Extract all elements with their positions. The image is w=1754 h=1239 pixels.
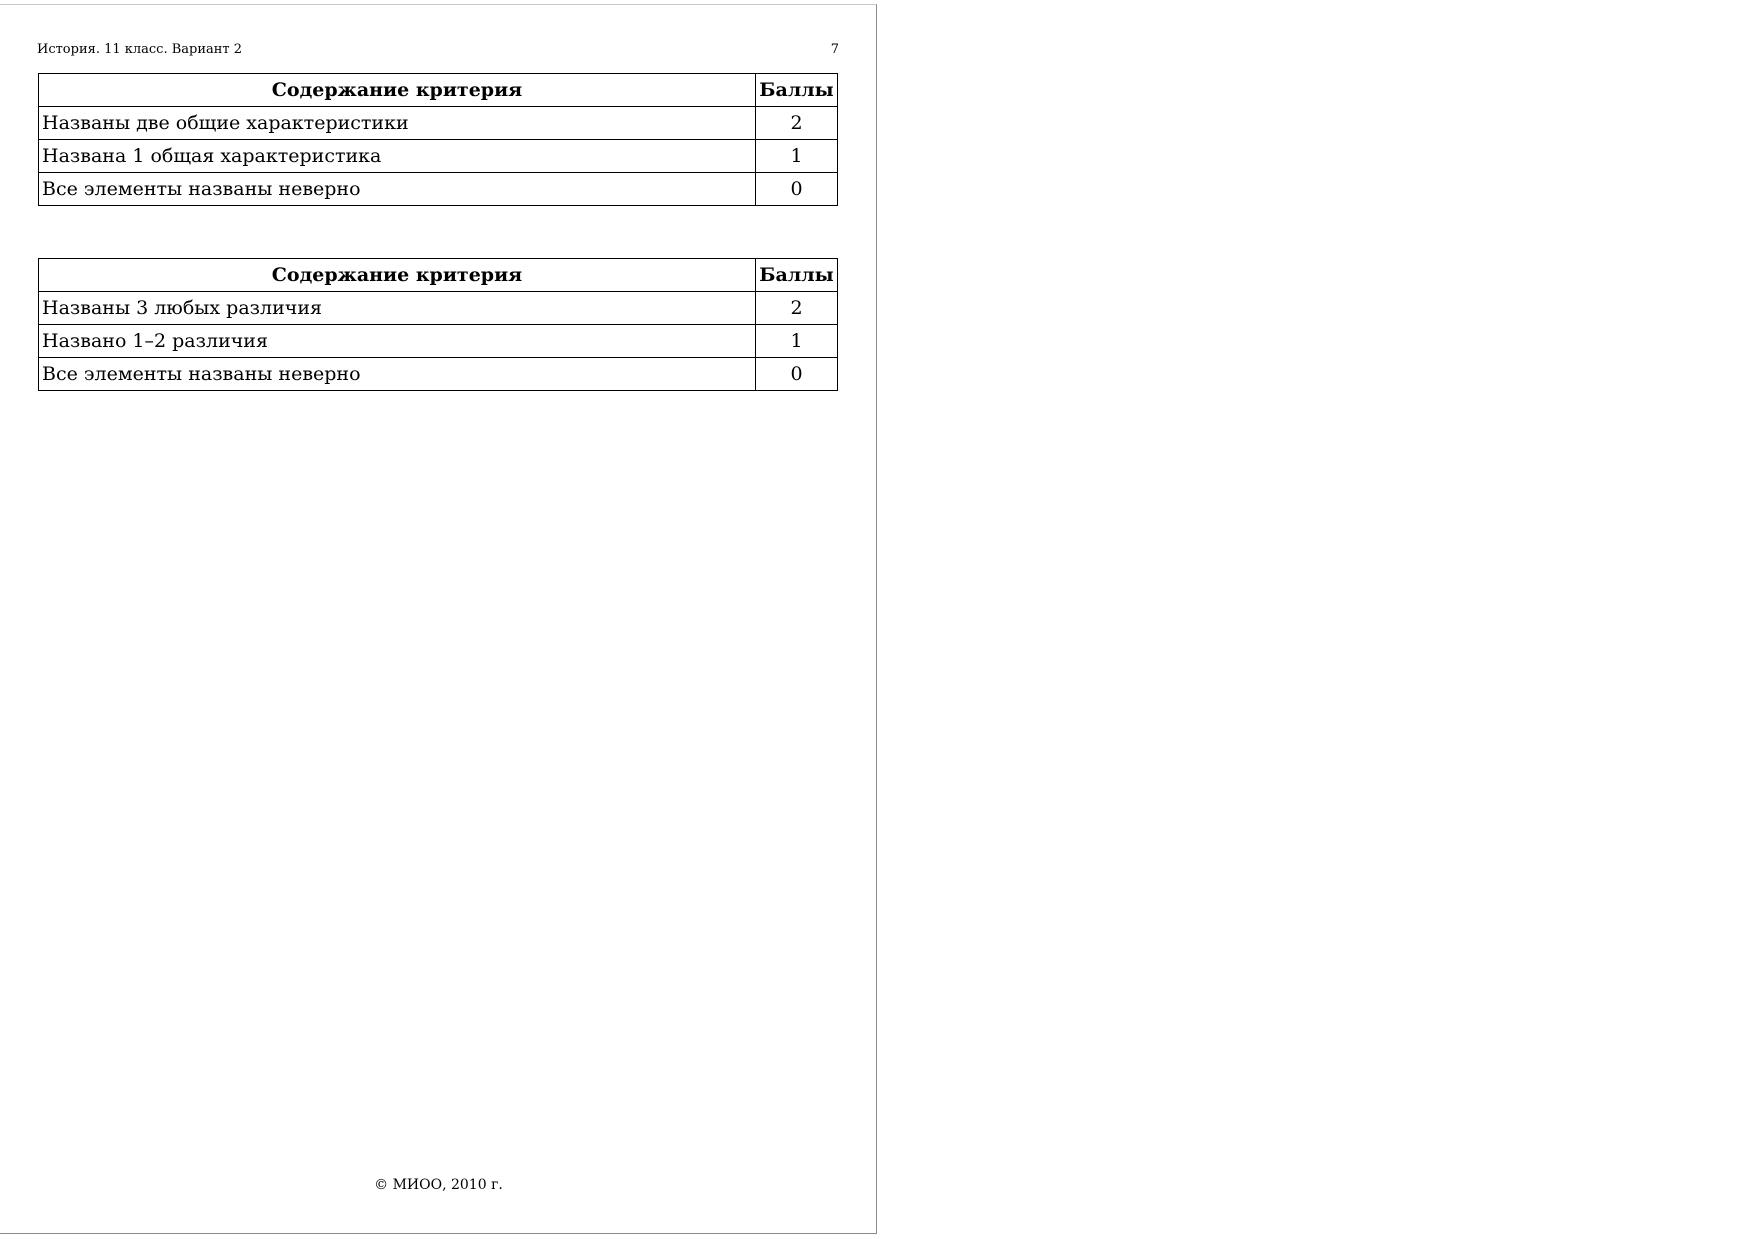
points-cell: 1 bbox=[756, 140, 838, 173]
points-cell: 0 bbox=[756, 173, 838, 206]
criterion-cell: Все элементы названы неверно bbox=[39, 173, 756, 206]
points-cell: 1 bbox=[756, 325, 838, 358]
points-cell: 0 bbox=[756, 358, 838, 391]
header-title: История. 11 класс. Вариант 2 bbox=[37, 42, 243, 57]
table-header-row bbox=[39, 259, 838, 292]
criterion-cell: Все элементы названы неверно bbox=[39, 358, 756, 391]
page-footer-copyright: © МИОО, 2010 г. bbox=[374, 1177, 503, 1193]
criterion-cell: Названа 1 общая характеристика bbox=[39, 140, 756, 173]
page-number: 7 bbox=[830, 42, 839, 57]
table-row bbox=[39, 107, 838, 140]
points-cell: 2 bbox=[756, 292, 838, 325]
criterion-column-header: Содержание критерия bbox=[39, 74, 756, 107]
criterion-cell: Названы 3 любых различия bbox=[39, 292, 756, 325]
table-header-row bbox=[39, 74, 838, 107]
criteria-table-2 bbox=[38, 258, 838, 391]
criterion-cell: Названо 1–2 различия bbox=[39, 325, 756, 358]
table-row bbox=[39, 358, 838, 391]
table-row bbox=[39, 140, 838, 173]
table-row bbox=[39, 292, 838, 325]
criterion-cell: Названы две общие характеристики bbox=[39, 107, 756, 140]
table-row bbox=[39, 325, 838, 358]
criterion-column-header: Содержание критерия bbox=[39, 259, 756, 292]
points-column-header: Баллы bbox=[756, 74, 838, 107]
points-column-header: Баллы bbox=[756, 259, 838, 292]
criteria-table-1 bbox=[38, 73, 838, 206]
points-cell: 2 bbox=[756, 107, 838, 140]
table-row bbox=[39, 173, 838, 206]
document-page bbox=[0, 4, 877, 1234]
